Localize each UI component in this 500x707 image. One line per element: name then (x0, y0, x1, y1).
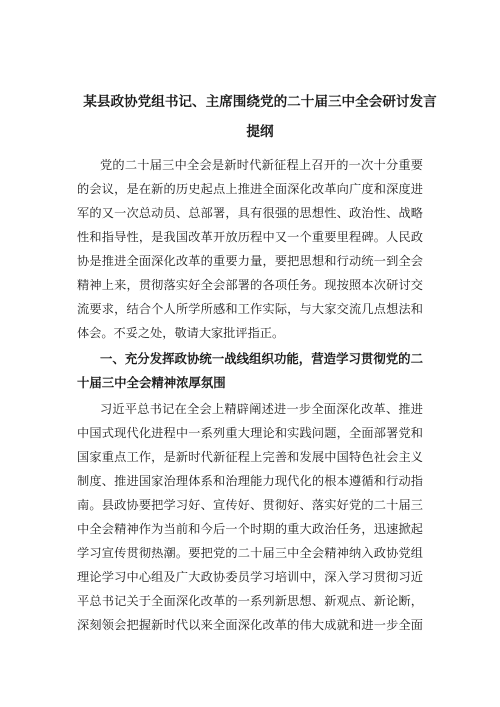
text-line: 深刻领会把握新时代以来全面深化改革的伟大成就和进一步全面 (77, 618, 423, 632)
text-line: 平总书记关于全面深化改革的一系列新思想、新观点、新论断， (77, 594, 423, 608)
text-line: 协是推进全面深化改革的重要力量，要把思想和行动统一到全会 (77, 254, 423, 268)
text-line: 军的又一次总动员、总部署，具有很强的思想性、政治性、战略 (77, 206, 423, 220)
text-line: 习近平总书记在全会上精辟阐述进一步全面深化改革、推进 (100, 402, 423, 416)
text-line: 党的二十届三中全会是新时代新征程上召开的一次十分重要 (100, 158, 423, 172)
text-line: 精神上来，贯彻落实好全会部署的各项任务。现按照本次研讨交 (77, 278, 423, 292)
heading-line: 十届三中全会精神浓厚氛围 (77, 375, 226, 390)
title-line-2: 提纲 (246, 124, 274, 140)
text-line: 国家重点工作，是新时代新征程上完善和发展中国特色社会主义 (77, 450, 423, 464)
text-line: 学习宣传贯彻热潮。要把党的二十届三中全会精神纳入政协党组 (77, 546, 423, 560)
text-line: 中国式现代化进程中一系列重大理论和实践问题，全面部署党和 (77, 426, 423, 440)
heading-line: 一、充分发挥政协统一战线组织功能，营造学习贯彻党的二 (100, 351, 423, 366)
text-line: 南。县政协要把学习好、宣传好、贯彻好、落实好党的二十届三 (77, 498, 423, 512)
text-line: 中全会精神作为当前和今后一个时期的重大政治任务，迅速掀起 (77, 522, 423, 536)
text-line: 体会。不妥之处，敬请大家批评指正。 (77, 326, 285, 340)
text-line: 流要求，结合个人所学所感和工作实际，与大家交流几点想法和 (77, 302, 423, 316)
text-line: 性和指导性，是我国改革开放历程中又一个重要里程碑。人民政 (77, 230, 423, 244)
text-line: 制度、推进国家治理体系和治理能力现代化的根本遵循和行动指 (77, 474, 423, 488)
title-line-1: 某县政协党组书记、主席围绕党的二十届三中全会研讨发言 (83, 94, 437, 110)
text-line: 的会议，是在新的历史起点上推进全面深化改革向广度和深度进 (77, 182, 423, 196)
text-line: 理论学习中心组及广大政协委员学习培训中，深入学习贯彻习近 (77, 570, 423, 584)
